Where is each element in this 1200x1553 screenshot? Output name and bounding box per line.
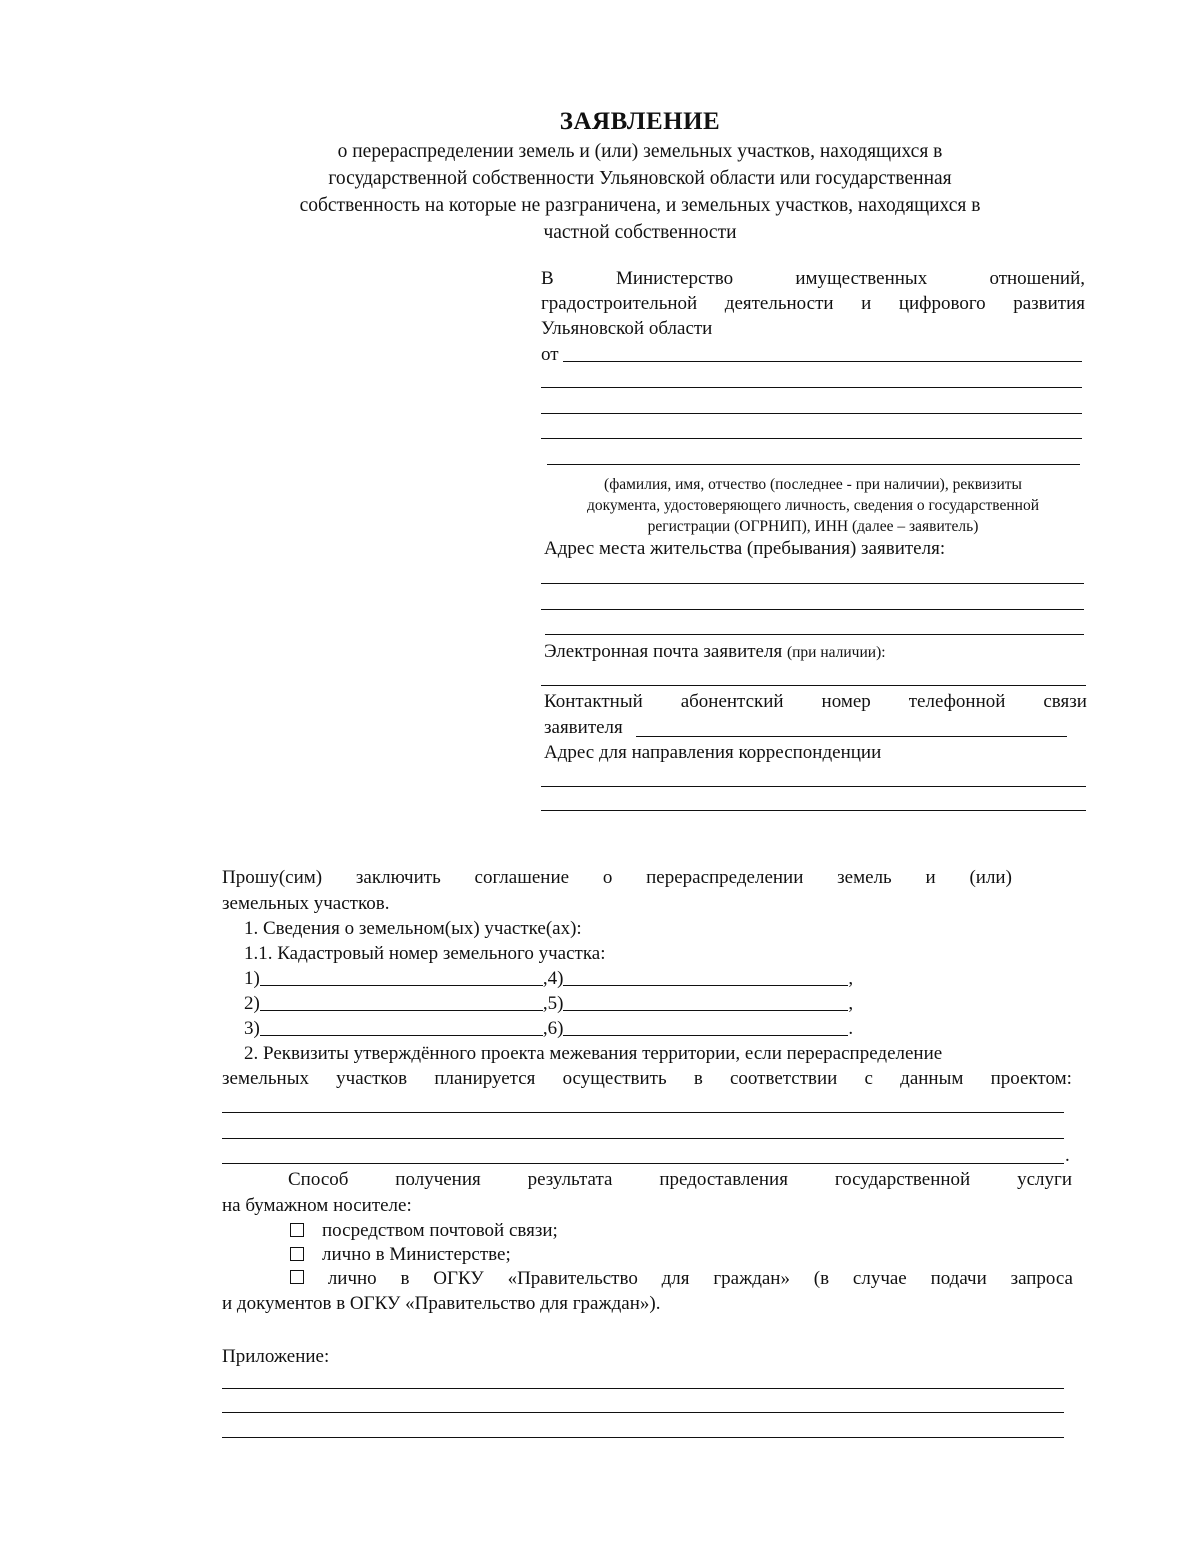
phone-field[interactable] bbox=[636, 736, 1067, 737]
addressee-line-2 bbox=[541, 293, 1085, 315]
subtitle-line-4: частной собственности bbox=[543, 222, 737, 243]
phone-label-line-1 bbox=[544, 691, 1087, 713]
document-title: ЗАЯВЛЕНИЕ bbox=[559, 108, 721, 135]
delivery-word: предоставления bbox=[659, 1169, 788, 1190]
delivery-line-1 bbox=[288, 1169, 1072, 1191]
delivery-word: «Правительство bbox=[507, 1268, 638, 1289]
cadastral-row bbox=[244, 968, 853, 990]
applicant-note-line: регистрации (ОГРНИП), ИНН (далее – заявитель) bbox=[647, 518, 979, 535]
addressee-word: имущественных bbox=[795, 268, 928, 289]
cadastral-number-field[interactable] bbox=[260, 1020, 543, 1036]
checkbox-post[interactable] bbox=[290, 1223, 304, 1237]
phone-word: номер bbox=[821, 691, 871, 712]
email-label-row bbox=[544, 641, 886, 663]
email-label: Электронная почта заявителя bbox=[544, 641, 783, 662]
cadastral-row-end: , bbox=[848, 968, 854, 989]
delivery-word: результата bbox=[527, 1169, 613, 1190]
item2-word: осуществить bbox=[562, 1068, 667, 1089]
applicant-field-line[interactable] bbox=[547, 464, 1080, 465]
cadastral-number-field[interactable] bbox=[563, 995, 848, 1011]
cadastral-row bbox=[244, 993, 853, 1015]
item2-word: данным bbox=[900, 1068, 964, 1089]
item2-word: земельных bbox=[222, 1068, 309, 1089]
delivery-line-2: на бумажном носителе: bbox=[222, 1195, 412, 1216]
checkbox-ministry[interactable] bbox=[290, 1247, 304, 1261]
addressee-word: отношений, bbox=[989, 268, 1085, 289]
item-2-line-1: 2. Реквизиты утверждённого проекта межевания территории, если перераспределение bbox=[244, 1043, 943, 1064]
phone-label-line-2: заявителя bbox=[544, 717, 623, 738]
cadastral-number-field[interactable] bbox=[563, 1020, 848, 1036]
addressee-word: развития bbox=[1013, 293, 1085, 314]
cadastral-index: ,6) bbox=[542, 1018, 564, 1039]
request-line-2: земельных участков. bbox=[222, 893, 390, 914]
checkbox-ogku[interactable] bbox=[290, 1270, 304, 1284]
correspondence-field-line[interactable] bbox=[541, 810, 1086, 811]
project-field-end: . bbox=[1065, 1145, 1070, 1166]
delivery-option-ogku bbox=[290, 1268, 1073, 1290]
subtitle-line-1: о перераспределении земель и (или) земельных участков, находящихся в bbox=[337, 141, 943, 162]
request-word: (или) bbox=[969, 867, 1012, 888]
request-line-1 bbox=[222, 867, 1012, 889]
from-label: от bbox=[541, 344, 559, 365]
from-field[interactable] bbox=[563, 361, 1082, 362]
delivery-option-ogku-line-2: и документов в ОГКУ «Правительство для граждан»). bbox=[222, 1293, 661, 1314]
cadastral-row-end: , bbox=[848, 993, 854, 1014]
delivery-word: запроса bbox=[1010, 1268, 1073, 1289]
cadastral-index: 3) bbox=[244, 1018, 260, 1039]
residence-label: Адрес места жительства (пребывания) заявителя: bbox=[544, 538, 946, 559]
cadastral-number-field[interactable] bbox=[563, 970, 848, 986]
addressee-word: В bbox=[541, 268, 554, 289]
applicant-note-line: документа, удостоверяющего личность, сведения о государственной bbox=[586, 497, 1039, 514]
item2-word: в bbox=[693, 1068, 703, 1089]
addressee-word: Министерство bbox=[615, 268, 734, 289]
cadastral-number-field[interactable] bbox=[260, 970, 543, 986]
subtitle-line-3: собственность на которые не разграничена, и земельных участков, находящихся в bbox=[299, 195, 981, 216]
delivery-option-post bbox=[290, 1220, 558, 1242]
addressee-word: и bbox=[861, 293, 872, 314]
request-word: и bbox=[925, 867, 936, 888]
item2-word: участков bbox=[336, 1068, 408, 1089]
delivery-word: государственной bbox=[834, 1169, 971, 1190]
applicant-field-line[interactable] bbox=[541, 387, 1082, 388]
cadastral-index: 2) bbox=[244, 993, 260, 1014]
phone-word: абонентский bbox=[680, 691, 784, 712]
subtitle-line-2: государственной собственности Ульяновской области или государственная bbox=[328, 168, 952, 189]
addressee-word: цифрового bbox=[898, 293, 986, 314]
project-field-line[interactable] bbox=[222, 1163, 1064, 1164]
addressee-word: деятельности bbox=[724, 293, 834, 314]
residence-field-line[interactable] bbox=[541, 583, 1084, 584]
delivery-word: случае bbox=[852, 1268, 907, 1289]
addressee-line-1 bbox=[541, 268, 1085, 290]
delivery-word: подачи bbox=[930, 1268, 987, 1289]
correspondence-field-line[interactable] bbox=[541, 786, 1086, 787]
delivery-word: в bbox=[400, 1268, 410, 1289]
item2-word: планируется bbox=[434, 1068, 536, 1089]
email-field[interactable] bbox=[541, 685, 1086, 686]
phone-word: Контактный bbox=[544, 691, 643, 712]
attachment-field-line[interactable] bbox=[222, 1437, 1064, 1438]
applicant-field-line[interactable] bbox=[541, 438, 1082, 439]
phone-word: связи bbox=[1043, 691, 1087, 712]
cadastral-number-field[interactable] bbox=[260, 995, 543, 1011]
delivery-word: Способ bbox=[288, 1169, 349, 1190]
residence-field-line[interactable] bbox=[541, 609, 1084, 610]
delivery-word: (в bbox=[813, 1268, 830, 1289]
project-field-line[interactable] bbox=[222, 1112, 1064, 1113]
delivery-word: получения bbox=[395, 1169, 481, 1190]
attachment-field-line[interactable] bbox=[222, 1388, 1064, 1389]
delivery-word: лично bbox=[327, 1268, 377, 1289]
phone-word: телефонной bbox=[908, 691, 1006, 712]
addressee-word: градостроительной bbox=[541, 293, 698, 314]
request-word: соглашение bbox=[474, 867, 570, 888]
attachment-label: Приложение: bbox=[222, 1346, 330, 1367]
item-1-1: 1.1. Кадастровый номер земельного участка: bbox=[244, 943, 606, 964]
attachment-field-line[interactable] bbox=[222, 1412, 1064, 1413]
delivery-word: ОГКУ bbox=[433, 1268, 484, 1289]
correspondence-label: Адрес для направления корреспонденции bbox=[544, 742, 882, 763]
item-2-line-2 bbox=[222, 1068, 1072, 1090]
request-word: земель bbox=[837, 867, 892, 888]
item2-word: с bbox=[864, 1068, 873, 1089]
request-word: перераспределении bbox=[646, 867, 804, 888]
delivery-word: граждан» bbox=[713, 1268, 790, 1289]
applicant-field-line[interactable] bbox=[541, 413, 1082, 414]
item-1: 1. Сведения о земельном(ых) участке(ах): bbox=[244, 918, 582, 939]
email-note: (при наличии): bbox=[786, 644, 886, 661]
residence-field-line[interactable] bbox=[545, 634, 1084, 635]
applicant-note-line: (фамилия, имя, отчество (последнее - при наличии), реквизиты bbox=[604, 476, 1022, 493]
cadastral-index: ,5) bbox=[542, 993, 564, 1014]
delivery-option-label: лично в Министерстве; bbox=[322, 1244, 511, 1265]
request-word: заключить bbox=[355, 867, 441, 888]
applicant-note bbox=[541, 474, 1085, 537]
delivery-option-ministry bbox=[290, 1244, 511, 1266]
cadastral-index: ,4) bbox=[542, 968, 564, 989]
project-field-line[interactable] bbox=[222, 1138, 1064, 1139]
cadastral-row bbox=[244, 1018, 853, 1040]
request-word: о bbox=[602, 867, 613, 888]
addressee-line-3: Ульяновской области bbox=[541, 318, 713, 339]
delivery-word: для bbox=[661, 1268, 690, 1289]
item2-word: соответствии bbox=[729, 1068, 838, 1089]
delivery-word: услуги bbox=[1017, 1169, 1072, 1190]
request-word: Прошу(сим) bbox=[222, 867, 323, 888]
cadastral-index: 1) bbox=[244, 968, 260, 989]
item2-word: проектом: bbox=[990, 1068, 1072, 1089]
delivery-option-label: посредством почтовой связи; bbox=[322, 1220, 558, 1241]
cadastral-row-end: . bbox=[848, 1018, 854, 1039]
